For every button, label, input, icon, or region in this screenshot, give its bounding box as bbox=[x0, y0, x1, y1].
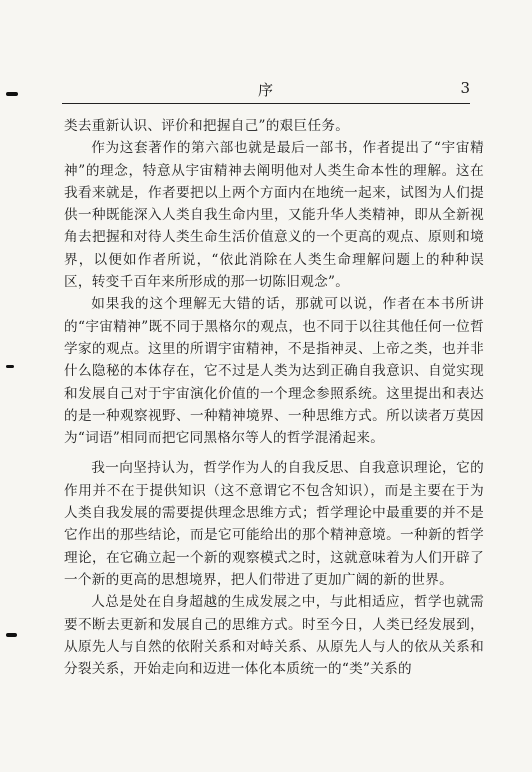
paragraph-3: 如果我的这个理解无大错的话，那就可以说，作者在本书所讲的“宇宙精神”既不同于黑格尔的观点，也不同于以往其他任何一位哲学家的观点。这里的所谓宇宙精神，不是指神灵、上帝之类，也并非什么隐秘的本体存在，它不过是人类为达到正确自我意识、自觉实现和发展自己对于宇宙演化价值的一个理念参照系统。这里提出和表达的是一种观察视野、一种精神境界、一种思维方式。所以读者万莫因为“词语”相同而把它同黑格尔等人的哲学混淆起来。 bbox=[64, 296, 484, 447]
scan-mark-left-middle bbox=[6, 365, 14, 368]
page-number: 3 bbox=[460, 79, 470, 97]
scan-mark-left-top bbox=[6, 92, 18, 96]
paragraph-2: 作为这套著作的第六部也就是最后一部书，作者提出了“宇宙精神”的理念，特意从宇宙精神去阐明他对人类生命本性的理解。这在我看来就是，作者要把以上两个方面内在地统一起来，试图为人们提供一种既能深入人类自我生命内里，又能升华人类精神，即从全新视角去把握和对待人类生命生活价值意义的一个更高的观点、原则和境界，以便如作者所说，“依此消除在人类生命理解问题上的种种误区，转变千百年来所形成的那一切陈旧观念”。 bbox=[64, 140, 484, 291]
body-text bbox=[64, 115, 484, 680]
header-title: 序 bbox=[257, 81, 274, 99]
scan-mark-left-bottom bbox=[6, 633, 17, 637]
paragraph-1: 类去重新认识、评价和把握自己”的艰巨任务。 bbox=[64, 118, 350, 134]
running-header bbox=[62, 77, 470, 104]
paragraph-4: 我一向坚持认为，哲学作为人的自我反思、自我意识理论，它的作用并不在于提供知识（这不意谓它不包含知识），而是主要在于为人类自我发展的需要提供理念思维方式；哲学理论中最重要的并不是它作出的那些结论，而是它可能给出的那个精神意境。一种新的哲学理论，在它确立起一个新的观察模式之时，这就意味着为人们开辟了一个新的更高的思想境界，把人们带进了更加广阔的新的世界。 bbox=[64, 460, 484, 588]
paragraph-5: 人总是处在自身超越的生成发展之中，与此相适应，哲学也就需要不断去更新和发展自己的思维方式。时至今日，人类已经发展到，从原先人与自然的依附关系和对峙关系、从原先人与人的依从关系和分裂关系，开始走向和迈进一体化本质统一的“类”关系的 bbox=[64, 594, 484, 678]
